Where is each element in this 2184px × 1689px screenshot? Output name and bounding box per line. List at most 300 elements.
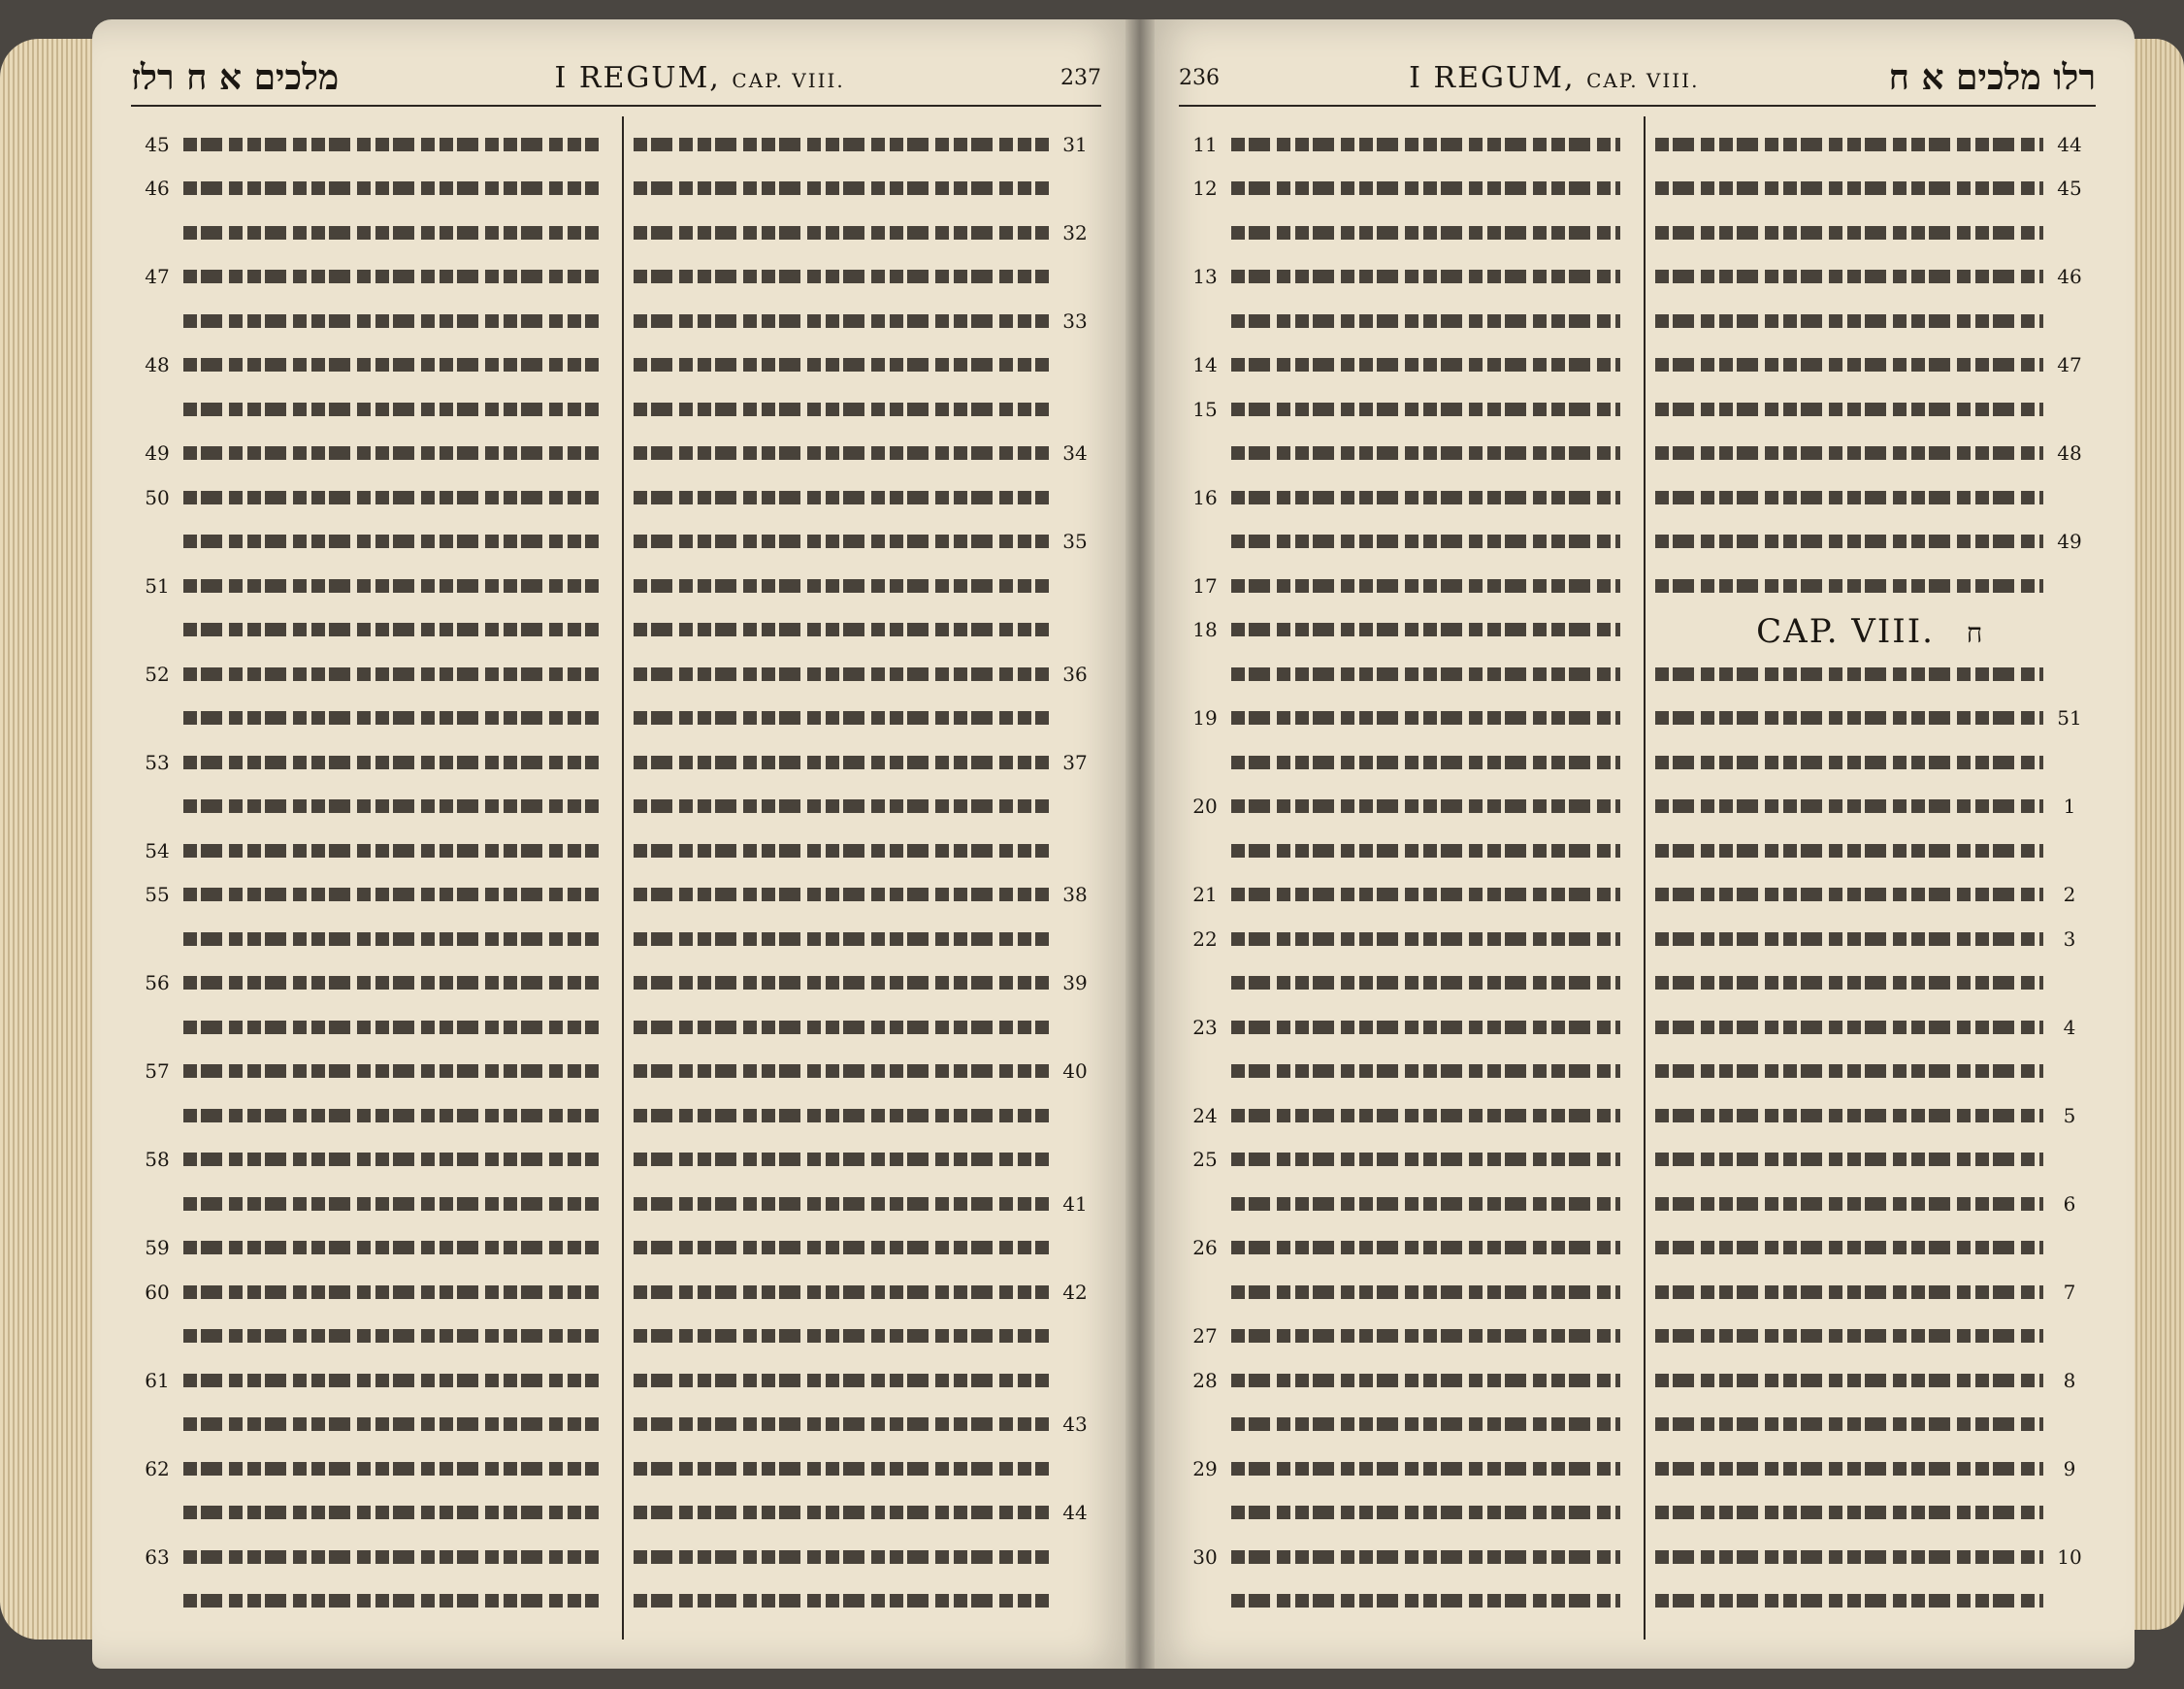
hebrew-text-run: [1655, 491, 2044, 504]
left-cap-label: CAP. VIII.: [732, 68, 845, 92]
hebrew-text-run: [1655, 1153, 2044, 1166]
verse-number: 55: [145, 883, 170, 907]
text-line: [141, 1446, 599, 1491]
verse-number: 48: [2057, 441, 2082, 466]
hebrew-text-run: [183, 1021, 599, 1034]
text-line: [634, 1315, 1092, 1359]
verse-number: 16: [1192, 485, 1218, 509]
text-line: [634, 1491, 1092, 1536]
text-line: [1189, 961, 1620, 1006]
chapter-heading: [1646, 612, 2097, 651]
hebrew-text-run: [183, 667, 599, 681]
hebrew-text-run: [183, 1550, 599, 1564]
text-line: [1189, 1403, 1620, 1447]
hebrew-text-run: [1655, 756, 2044, 769]
text-line: [141, 211, 599, 255]
hebrew-text-run: [1231, 932, 1620, 946]
text-line: [141, 961, 599, 1006]
hebrew-text-run: [1655, 1064, 2044, 1078]
text-line: [634, 1403, 1092, 1447]
text-line: [1189, 1005, 1620, 1050]
text-line: [141, 432, 599, 476]
book-edge-right: [2131, 39, 2184, 1630]
text-line: [1189, 608, 1620, 653]
hebrew-text-run: [183, 1064, 599, 1078]
hebrew-text-run: [634, 270, 1049, 283]
hebrew-text-run: [1655, 226, 2044, 240]
hebrew-text-run: [634, 799, 1049, 813]
verse-number: 36: [1062, 662, 1088, 686]
text-line: [634, 475, 1092, 520]
right-running-head-hebrew: רלו מלכים א ח: [1888, 57, 2096, 98]
text-line: [634, 299, 1092, 343]
verse-number: 59: [145, 1236, 170, 1260]
chapter-heading-hebrew: ח: [1966, 616, 1985, 649]
verse-number: 30: [1192, 1544, 1218, 1569]
hebrew-text-run: [634, 358, 1049, 372]
hebrew-text-run: [634, 1329, 1049, 1343]
hebrew-text-run: [634, 1594, 1049, 1608]
hebrew-text-run: [1231, 1374, 1620, 1387]
hebrew-text-run: [634, 1241, 1049, 1254]
text-line: [141, 1315, 599, 1359]
verse-number: 10: [2057, 1544, 2082, 1569]
hebrew-text-run: [183, 446, 599, 460]
verse-number: 39: [1062, 971, 1088, 995]
verse-number: 63: [145, 1544, 170, 1569]
hebrew-text-run: [183, 888, 599, 901]
hebrew-text-run: [1231, 1285, 1620, 1299]
text-line: [1655, 211, 2087, 255]
text-line: [1189, 387, 1620, 432]
text-line: [1655, 299, 2087, 343]
verse-number: 23: [1192, 1015, 1218, 1039]
text-line: [141, 1093, 599, 1138]
text-line: [634, 1226, 1092, 1271]
text-line: [141, 564, 599, 608]
text-line: [1655, 1093, 2087, 1138]
text-line: [141, 167, 599, 211]
verse-number: 3: [2063, 926, 2076, 951]
text-line: [1189, 343, 1620, 388]
text-line: [1189, 917, 1620, 961]
text-line: [1655, 652, 2087, 697]
right-page-number: 236: [1179, 65, 1220, 90]
right-page-header: [1179, 49, 2096, 107]
text-line: [634, 785, 1092, 829]
verse-number: 1: [2063, 795, 2076, 819]
verse-number: 51: [145, 573, 170, 598]
text-line: [634, 828, 1092, 873]
hebrew-text-run: [183, 226, 599, 240]
verse-number: 4: [2063, 1015, 2076, 1039]
hebrew-text-run: [1655, 799, 2044, 813]
text-line: [634, 343, 1092, 388]
text-line: [634, 1050, 1092, 1094]
text-line: [141, 387, 599, 432]
hebrew-text-run: [634, 1374, 1049, 1387]
hebrew-text-run: [183, 1109, 599, 1122]
hebrew-text-run: [183, 1153, 599, 1166]
hebrew-text-run: [1231, 1550, 1620, 1564]
hebrew-text-run: [1655, 270, 2044, 283]
verse-number: 14: [1192, 353, 1218, 377]
hebrew-text-run: [183, 138, 599, 151]
hebrew-text-run: [634, 138, 1049, 151]
hebrew-text-run: [634, 579, 1049, 593]
hebrew-text-run: [1655, 1506, 2044, 1519]
verse-number: 6: [2063, 1191, 2076, 1216]
hebrew-text-run: [183, 1506, 599, 1519]
right-page: [1140, 19, 2135, 1669]
right-outer-lines: [1646, 116, 2097, 1629]
text-line: [1189, 1093, 1620, 1138]
right-outer-column: [1644, 116, 2097, 1640]
verse-number: 19: [1192, 706, 1218, 731]
book-gutter: [1125, 19, 1155, 1669]
text-line: [634, 608, 1092, 653]
text-line: [1189, 475, 1620, 520]
text-line: [634, 1182, 1092, 1226]
verse-number: 22: [1192, 926, 1218, 951]
hebrew-text-run: [1655, 1550, 2044, 1564]
text-line: [1655, 255, 2087, 300]
text-line: [634, 1138, 1092, 1183]
hebrew-text-run: [1231, 1417, 1620, 1431]
text-line: [634, 740, 1092, 785]
text-line: [634, 1579, 1092, 1624]
left-outer-column: [131, 116, 608, 1640]
text-line: [1189, 255, 1620, 300]
hebrew-text-run: [1231, 1109, 1620, 1122]
verse-number: 58: [145, 1148, 170, 1172]
hebrew-text-run: [634, 667, 1049, 681]
text-line: [141, 1138, 599, 1183]
hebrew-text-run: [183, 932, 599, 946]
text-line: [1655, 387, 2087, 432]
left-outer-lines: [131, 116, 608, 1629]
text-line: [1189, 1358, 1620, 1403]
hebrew-text-run: [634, 711, 1049, 725]
text-line: [634, 167, 1092, 211]
verse-number: 41: [1062, 1191, 1088, 1216]
text-line: [634, 211, 1092, 255]
hebrew-text-run: [1231, 1462, 1620, 1476]
hebrew-text-run: [634, 1064, 1049, 1078]
hebrew-text-run: [634, 446, 1049, 460]
hebrew-text-run: [183, 403, 599, 416]
hebrew-text-run: [1231, 491, 1620, 504]
hebrew-text-run: [634, 888, 1049, 901]
verse-number: 47: [2057, 353, 2082, 377]
verse-number: 28: [1192, 1368, 1218, 1392]
hebrew-text-run: [1655, 976, 2044, 990]
verse-number: 9: [2063, 1456, 2076, 1480]
hebrew-text-run: [1231, 535, 1620, 548]
left-columns: [131, 116, 1101, 1640]
verse-number: 56: [145, 971, 170, 995]
hebrew-text-run: [183, 756, 599, 769]
hebrew-text-run: [634, 1417, 1049, 1431]
right-running-head-latin: [1409, 61, 1699, 95]
text-line: [1655, 432, 2087, 476]
verse-number: 18: [1192, 618, 1218, 642]
text-line: [1189, 1050, 1620, 1094]
hebrew-text-run: [1231, 844, 1620, 858]
verse-number: 17: [1192, 573, 1218, 598]
text-line: [1655, 873, 2087, 918]
verse-number: 50: [145, 485, 170, 509]
hebrew-text-run: [183, 1329, 599, 1343]
text-line: [141, 828, 599, 873]
verse-number: 34: [1062, 441, 1088, 466]
hebrew-text-run: [634, 1506, 1049, 1519]
hebrew-text-run: [1655, 844, 2044, 858]
text-line: [634, 520, 1092, 565]
text-line: [1655, 961, 2087, 1006]
hebrew-text-run: [1231, 358, 1620, 372]
verse-number: 35: [1062, 530, 1088, 554]
hebrew-text-run: [1655, 1417, 2044, 1431]
hebrew-text-run: [1231, 270, 1620, 283]
hebrew-text-run: [1231, 1153, 1620, 1166]
text-line: [1189, 740, 1620, 785]
hebrew-text-run: [1655, 358, 2044, 372]
chapter-heading-latin: CAP. VIII.: [1756, 611, 1935, 651]
right-inner-lines: [1179, 116, 1630, 1629]
hebrew-text-run: [183, 1417, 599, 1431]
hebrew-text-run: [1655, 888, 2044, 901]
left-inner-lines: [624, 116, 1101, 1629]
left-header-rule: [131, 105, 1101, 107]
verse-number: 21: [1192, 883, 1218, 907]
hebrew-text-run: [1655, 579, 2044, 593]
hebrew-text-run: [1231, 799, 1620, 813]
right-header-rule: [1179, 105, 2096, 107]
hebrew-text-run: [634, 1153, 1049, 1166]
verse-number: 51: [2057, 706, 2082, 731]
hebrew-text-run: [1231, 1329, 1620, 1343]
text-line: [1655, 828, 2087, 873]
text-line: [141, 1403, 599, 1447]
verse-number: 43: [1062, 1413, 1088, 1437]
verse-number: 20: [1192, 795, 1218, 819]
text-line: [1189, 167, 1620, 211]
verse-number: 11: [1192, 132, 1218, 156]
text-line: [634, 432, 1092, 476]
text-line: [634, 1093, 1092, 1138]
verse-number: 13: [1192, 265, 1218, 289]
hebrew-text-run: [634, 314, 1049, 328]
verse-number: 45: [2057, 177, 2082, 201]
hebrew-text-run: [1655, 1241, 2044, 1254]
hebrew-text-run: [183, 976, 599, 990]
verse-number: 52: [145, 662, 170, 686]
right-cap-label: CAP. VIII.: [1586, 68, 1700, 92]
text-line: [141, 1005, 599, 1050]
text-line: [1655, 343, 2087, 388]
hebrew-text-run: [634, 756, 1049, 769]
text-line: [1189, 564, 1620, 608]
hebrew-text-run: [183, 844, 599, 858]
right-latin-title: I REGUM,: [1409, 60, 1576, 95]
hebrew-text-run: [1231, 976, 1620, 990]
text-line: [141, 1226, 599, 1271]
text-line: [1655, 785, 2087, 829]
hebrew-text-run: [1655, 1462, 2044, 1476]
hebrew-text-run: [634, 535, 1049, 548]
hebrew-text-run: [183, 181, 599, 195]
verse-number: 40: [1062, 1059, 1088, 1084]
hebrew-text-run: [183, 711, 599, 725]
verse-number: 57: [145, 1059, 170, 1084]
text-line: [1189, 785, 1620, 829]
text-line: [1189, 873, 1620, 918]
text-line: [1655, 1270, 2087, 1315]
verse-number: 54: [145, 838, 170, 862]
text-line: [1655, 1579, 2087, 1624]
hebrew-text-run: [183, 1374, 599, 1387]
text-line: [634, 255, 1092, 300]
verse-number: 31: [1062, 132, 1088, 156]
text-line: [634, 122, 1092, 167]
hebrew-text-run: [634, 1550, 1049, 1564]
text-line: [141, 122, 599, 167]
hebrew-text-run: [183, 1241, 599, 1254]
text-line: [1189, 828, 1620, 873]
left-page-header: [131, 49, 1101, 107]
hebrew-text-run: [634, 976, 1049, 990]
verse-number: 12: [1192, 177, 1218, 201]
verse-number: 46: [145, 177, 170, 201]
hebrew-text-run: [634, 1462, 1049, 1476]
text-line: [634, 917, 1092, 961]
text-line: [1655, 740, 2087, 785]
text-line: [634, 564, 1092, 608]
hebrew-text-run: [1231, 667, 1620, 681]
text-line: [1655, 1491, 2087, 1536]
hebrew-text-run: [634, 932, 1049, 946]
verse-number: 2: [2063, 883, 2076, 907]
hebrew-text-run: [1655, 1197, 2044, 1211]
hebrew-text-run: [634, 403, 1049, 416]
verse-number: 38: [1062, 883, 1088, 907]
hebrew-text-run: [183, 314, 599, 328]
text-line: [1189, 1138, 1620, 1183]
text-line: [141, 1358, 599, 1403]
text-line: [141, 1182, 599, 1226]
hebrew-text-run: [1231, 181, 1620, 195]
left-inner-column: [622, 116, 1101, 1640]
text-line: [1189, 1491, 1620, 1536]
text-line: [1655, 1182, 2087, 1226]
verse-number: 37: [1062, 750, 1088, 774]
text-line: [634, 387, 1092, 432]
text-line: [1655, 1050, 2087, 1094]
verse-number: 25: [1192, 1148, 1218, 1172]
hebrew-text-run: [1231, 226, 1620, 240]
verse-number: 27: [1192, 1324, 1218, 1348]
verse-number: 61: [145, 1368, 170, 1392]
hebrew-text-run: [1231, 888, 1620, 901]
left-latin-title: I REGUM,: [554, 60, 721, 95]
hebrew-text-run: [183, 799, 599, 813]
text-line: [141, 520, 599, 565]
text-line: [1189, 520, 1620, 565]
text-line: [1189, 1270, 1620, 1315]
hebrew-text-run: [1231, 1594, 1620, 1608]
hebrew-text-run: [1655, 535, 2044, 548]
text-line: [634, 1446, 1092, 1491]
verse-number: 42: [1062, 1280, 1088, 1304]
text-line: [634, 1535, 1092, 1579]
text-line: [1655, 122, 2087, 167]
hebrew-text-run: [1231, 623, 1620, 636]
text-line: [634, 652, 1092, 697]
verse-number: 5: [2063, 1103, 2076, 1127]
hebrew-text-run: [634, 226, 1049, 240]
verse-number: 60: [145, 1280, 170, 1304]
text-line: [1655, 520, 2087, 565]
text-line: [1189, 1182, 1620, 1226]
text-line: [634, 873, 1092, 918]
hebrew-text-run: [183, 535, 599, 548]
text-line: [1655, 917, 2087, 961]
text-line: [1655, 1005, 2087, 1050]
verse-number: 29: [1192, 1456, 1218, 1480]
text-line: [634, 1270, 1092, 1315]
hebrew-text-run: [183, 358, 599, 372]
hebrew-text-run: [1655, 138, 2044, 151]
left-running-head-latin: [554, 61, 844, 95]
text-line: [1189, 1535, 1620, 1579]
text-line: [1189, 697, 1620, 741]
text-line: [1655, 1446, 2087, 1491]
text-line: [1655, 1535, 2087, 1579]
text-line: [1189, 1226, 1620, 1271]
verse-number: 44: [1062, 1501, 1088, 1525]
text-line: [141, 1491, 599, 1536]
hebrew-text-run: [1231, 314, 1620, 328]
hebrew-text-run: [1231, 711, 1620, 725]
verse-number: 62: [145, 1456, 170, 1480]
hebrew-text-run: [1655, 1329, 2044, 1343]
hebrew-text-run: [183, 1462, 599, 1476]
verse-number: 44: [2057, 132, 2082, 156]
text-line: [141, 1579, 599, 1624]
hebrew-text-run: [1231, 579, 1620, 593]
text-line: [1189, 299, 1620, 343]
hebrew-text-run: [1655, 1109, 2044, 1122]
text-line: [1189, 1446, 1620, 1491]
hebrew-text-run: [1655, 1021, 2044, 1034]
hebrew-text-run: [1231, 403, 1620, 416]
hebrew-text-run: [634, 1285, 1049, 1299]
verse-number: 15: [1192, 397, 1218, 421]
text-line: [141, 608, 599, 653]
hebrew-text-run: [183, 1197, 599, 1211]
text-line: [634, 1005, 1092, 1050]
hebrew-text-run: [1655, 1374, 2044, 1387]
hebrew-text-run: [1231, 1197, 1620, 1211]
verse-number: 47: [145, 265, 170, 289]
left-page: [92, 19, 1140, 1669]
text-line: [141, 697, 599, 741]
hebrew-text-run: [1231, 756, 1620, 769]
text-line: [141, 475, 599, 520]
text-line: [141, 917, 599, 961]
text-line: [1655, 1138, 2087, 1183]
